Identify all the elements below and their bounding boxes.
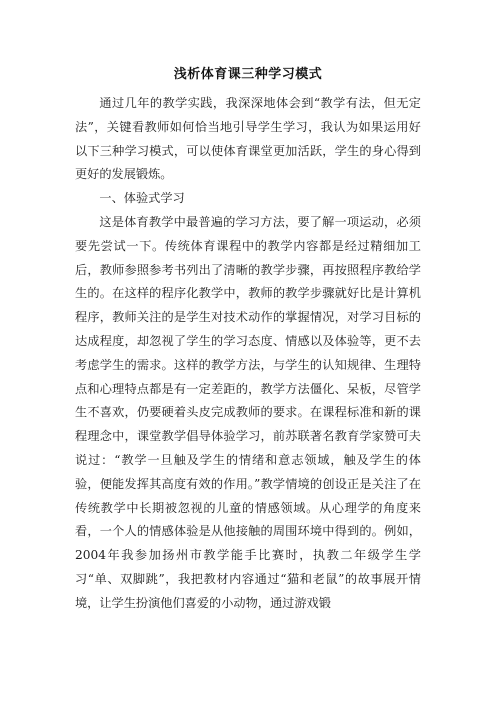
section-heading: 一、体验式学习: [99, 191, 185, 206]
document-title: 浅析体育课三种学习模式: [173, 67, 323, 82]
document-body: [75, 92, 421, 616]
section-paragraph: 这是体育教学中最普遍的学习方法，要了解一项运动，必须要先尝试一下。传统体育课程中的教学内容都是经过精细加工后，教师参照参考书列出了清晰的教学步骤，再按照程序教给学生的。在这样的程序化教学中，教师的教学步骤就好比是计算机程序，教师关注的是学生对技术动作的掌握情况，对学习目标的达成程度，却忽视了学生的学习态度、情感以及体验等，更不去考虑学生的需求。这样的教学方法，与学生的认知规律、生理特点和心理特点都是有一定差距的，教学方法僵化、呆板，尽管学生不喜欢，仍要硬着头皮完成教师的要求。在课程标准和新的课程理念中，课堂教学倡导体验学习，前苏联著名教育学家赞可夫说过：“教学一旦触及学生的情绪和意志领域，触及学生的体验，便能发挥其高度有效的作用。”教学情境的创设正是关注了在传统教学中长期被忽视的儿童的情感领域。从心理学的角度来看，一个人的情感体验是从他接触的周围环境中得到的。例如，2004年我参加扬州市教学能手比赛时，执教二年级学生学习“单、双脚跳”，我把教材内容通过“猫和老鼠”的故事展开情境，让学生扮演他们喜爱的小动物，通过游戏锻: [75, 214, 421, 610]
intro-paragraph: 通过几年的教学实践，我深深地体会到“教学有法，但无定法”，关键看教师如何恰当地引导学生学习，我认为如果运用好以下三种学习模式，可以使体育课堂更加活跃，学生的身心得到更好的发展锻炼。: [75, 96, 421, 182]
